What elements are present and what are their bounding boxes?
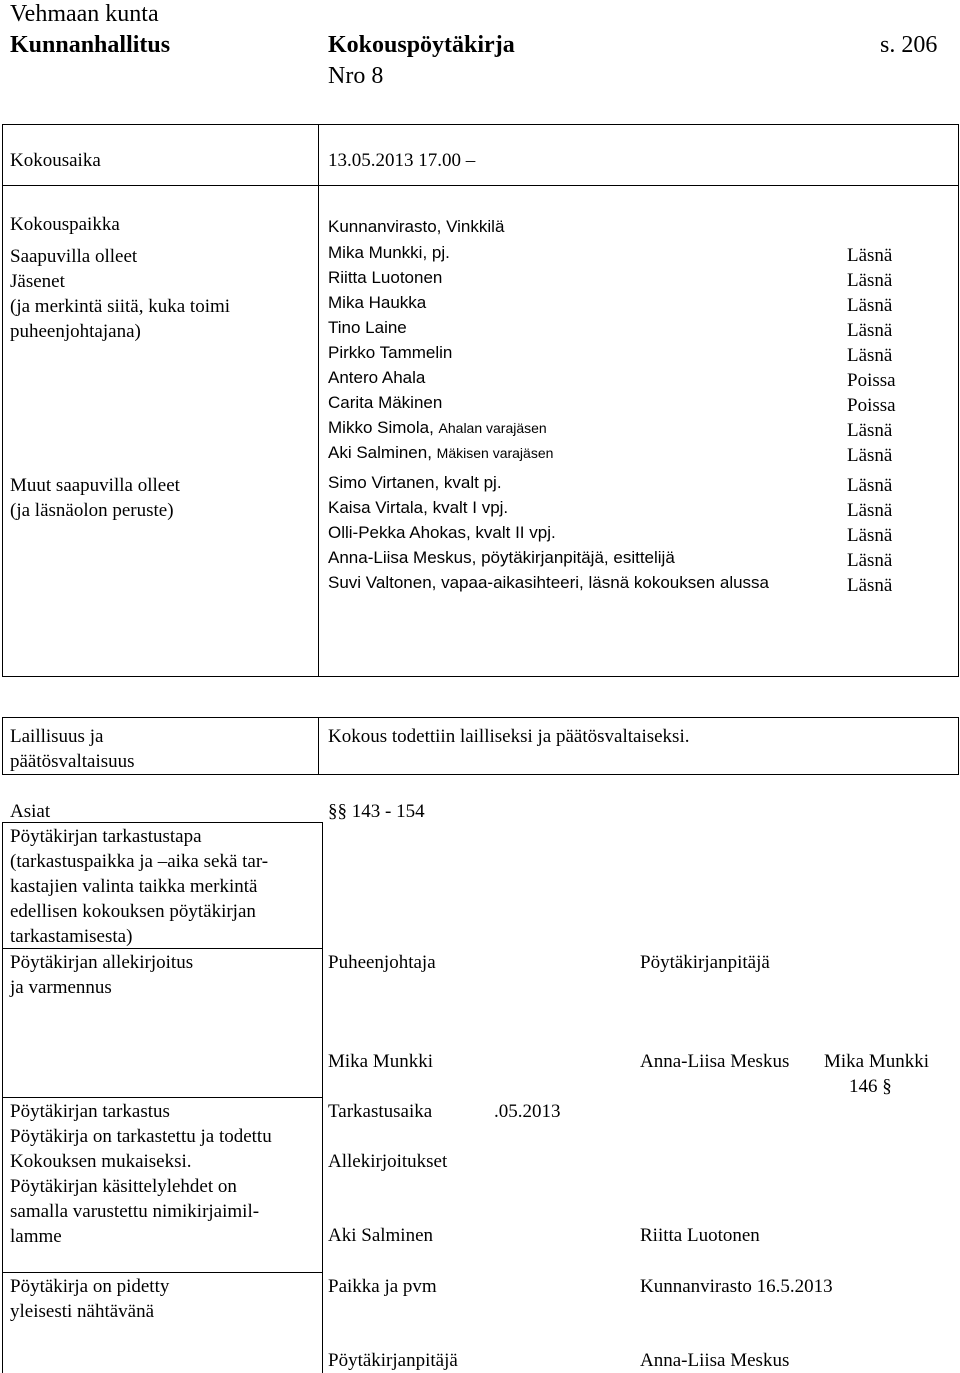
review-method-line: Pöytäkirjan tarkastustapa: [10, 826, 202, 847]
others-label: [10, 473, 180, 523]
present-label-line: Saapuvilla olleet: [10, 246, 138, 267]
others-status-list: [847, 473, 892, 598]
secretary-title: Pöytäkirjanpitäjä: [640, 952, 770, 973]
other-attendee: Suvi Valtonen, vapaa-aikasihteeri, läsnä kokouksen alussa: [328, 573, 770, 592]
meeting-time-value: 13.05.2013 17.00 –: [328, 150, 476, 171]
board-name: Kunnanhallitus: [10, 32, 171, 58]
document-number: Nro 8: [328, 63, 384, 89]
signatures-label: Allekirjoitukset: [328, 1151, 448, 1172]
public-place-label: Paikka ja pvm: [328, 1276, 437, 1297]
review-label-line: Pöytäkirjan tarkastus: [10, 1101, 170, 1122]
other-attendee: Simo Virtanen, kvalt pj.: [328, 473, 502, 492]
member-status: Poissa: [847, 370, 896, 391]
present-label-line: Jäsenet: [10, 271, 65, 292]
member-status: Läsnä: [847, 345, 893, 366]
review-method-line: kastajien valinta taikka merkintä: [10, 876, 258, 897]
other-status: Läsnä: [847, 500, 893, 521]
other-status: Läsnä: [847, 525, 893, 546]
other-status: Läsnä: [847, 575, 893, 596]
public-place-value: Kunnanvirasto 16.5.2013: [640, 1276, 833, 1297]
member-status: Poissa: [847, 395, 896, 416]
public-label: [10, 1274, 169, 1324]
legality-label: [10, 724, 135, 774]
review-method-line: edellisen kokouksen pöytäkirjan: [10, 901, 256, 922]
items-label: Asiat: [10, 801, 51, 822]
review-time-label: Tarkastusaika: [328, 1101, 433, 1122]
other-attendee: Anna-Liisa Meskus, pöytäkirjanpitäjä, esittelijä: [328, 548, 675, 567]
present-label: [10, 244, 230, 344]
member-status: Läsnä: [847, 295, 893, 316]
legality-text: Kokous todettiin lailliseksi ja päätösvaltaiseksi.: [328, 726, 690, 747]
reviewer-1-name: Aki Salminen: [328, 1225, 434, 1246]
meeting-place-label: Kokouspaikka: [10, 214, 120, 235]
chair-title: Puheenjohtaja: [328, 952, 436, 973]
member-list: [328, 240, 553, 465]
review-method-line: tarkastamisesta): [10, 926, 133, 947]
present-label-line: puheenjohtajana): [10, 321, 141, 342]
keeper-title: Pöytäkirjanpitäjä: [328, 1350, 458, 1371]
review-label-line: Kokouksen mukaiseksi.: [10, 1151, 192, 1172]
meeting-place-value: Kunnanvirasto, Vinkkilä: [328, 217, 505, 236]
legality-label-line: päätösvaltaisuus: [10, 751, 135, 772]
member-row: Mika Haukka: [328, 293, 427, 312]
review-method-label: [10, 824, 268, 949]
member-row: Antero Ahala: [328, 368, 426, 387]
signing-label-line: Pöytäkirjan allekirjoitus: [10, 952, 194, 973]
public-label-line: Pöytäkirja on pidetty: [10, 1276, 170, 1297]
present-label-line: (ja merkintä siitä, kuka toimi: [10, 296, 231, 317]
document-type: Kokouspöytäkirja: [328, 32, 515, 58]
items-value: §§ 143 - 154: [328, 801, 425, 822]
other-attendee: Kaisa Virtala, kvalt I vpj.: [328, 498, 509, 517]
other-status: Läsnä: [847, 550, 893, 571]
others-label-line: Muut saapuvilla olleet: [10, 475, 180, 496]
secretary-name: Anna-Liisa Meskus: [640, 1051, 790, 1072]
member-status: Läsnä: [847, 420, 893, 441]
other-attendee: Olli-Pekka Ahokas, kvalt II vpj.: [328, 523, 556, 542]
reviewer-2-name: Riitta Luotonen: [640, 1225, 760, 1246]
member-row: Mikko Simola, Ahalan varajäsen: [328, 418, 547, 437]
municipality-name: Vehmaan kunta: [10, 1, 159, 27]
chair2-note: 146 §: [849, 1076, 892, 1097]
other-status: Läsnä: [847, 475, 893, 496]
member-status: Läsnä: [847, 245, 893, 266]
others-label-line: (ja läsnäolon peruste): [10, 500, 174, 521]
member-row: Mika Munkki, pj.: [328, 243, 450, 262]
review-label-line: samalla varustettu nimikirjaimil-: [10, 1201, 260, 1222]
member-status-list: [847, 243, 896, 468]
meeting-time-label: Kokousaika: [10, 150, 101, 171]
review-label: [10, 1099, 272, 1249]
member-status: Läsnä: [847, 320, 893, 341]
chair2-name: Mika Munkki: [824, 1051, 930, 1072]
others-list: [328, 470, 769, 595]
member-status: Läsnä: [847, 270, 893, 291]
member-row: Tino Laine: [328, 318, 407, 337]
public-label-line: yleisesti nähtävänä: [10, 1301, 155, 1322]
review-label-line: lamme: [10, 1226, 62, 1247]
member-row: Aki Salminen, Mäkisen varajäsen: [328, 443, 554, 462]
member-status: Läsnä: [847, 445, 893, 466]
review-time-value: .05.2013: [494, 1101, 561, 1122]
signing-label-line: ja varmennus: [10, 977, 112, 998]
member-row: Riitta Luotonen: [328, 268, 443, 287]
member-row: Carita Mäkinen: [328, 393, 443, 412]
chair-name: Mika Munkki: [328, 1051, 434, 1072]
keeper-name: Anna-Liisa Meskus: [640, 1350, 790, 1371]
review-label-line: Pöytäkirjan käsittelylehdet on: [10, 1176, 237, 1197]
review-label-line: Pöytäkirja on tarkastettu ja todettu: [10, 1126, 272, 1147]
signing-label: [10, 950, 193, 1000]
review-method-line: (tarkastuspaikka ja –aika sekä tar-: [10, 851, 269, 872]
member-row: Pirkko Tammelin: [328, 343, 453, 362]
page-number: s. 206: [880, 32, 938, 58]
legality-label-line: Laillisuus ja: [10, 726, 104, 747]
